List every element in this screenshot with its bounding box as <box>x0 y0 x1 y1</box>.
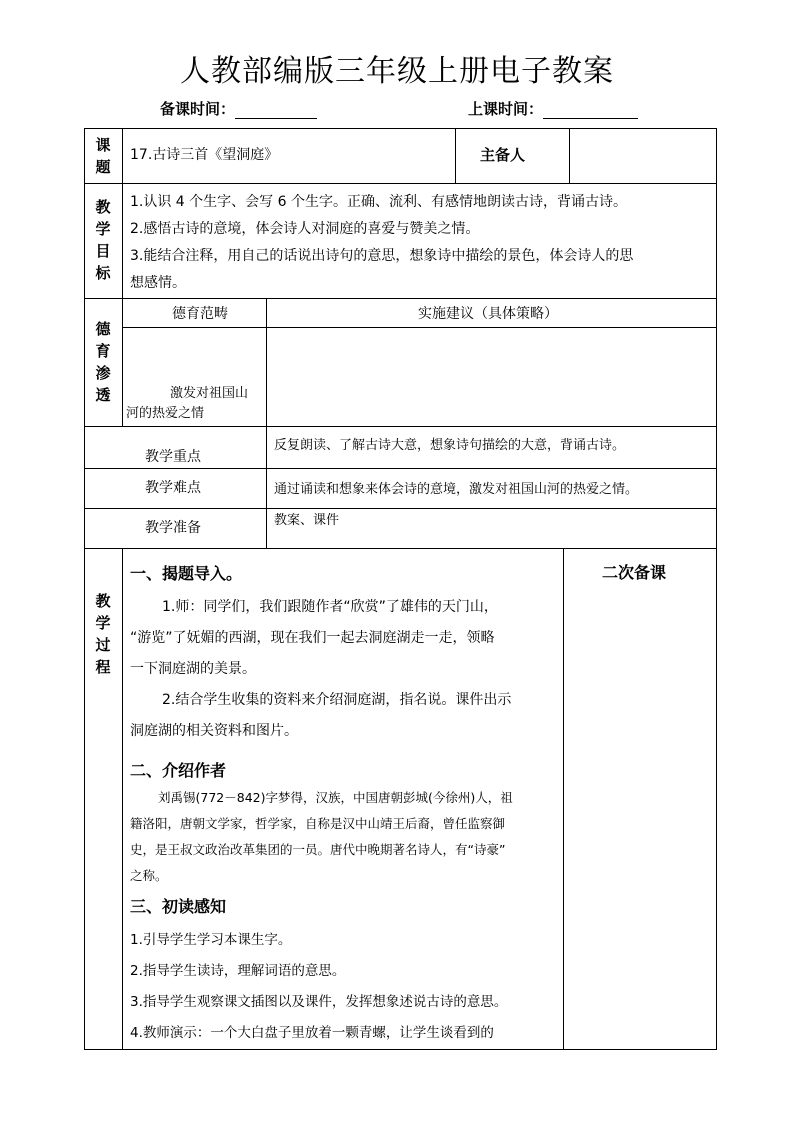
prepare-time-label: 备课时间： <box>160 100 236 118</box>
row-divider <box>84 508 717 509</box>
row-divider <box>84 548 717 549</box>
difficulty-content: 通过诵读和想象来体会诗的意境，激发对祖国山河的热爱之情。 <box>274 482 639 497</box>
difficulty-label: 教学难点 <box>145 480 201 496</box>
topic-title: 17.古诗三首《望洞庭》 <box>130 147 279 163</box>
col-divider <box>569 128 570 183</box>
goal-line: 想感情。 <box>130 275 186 291</box>
list-item: 4.教师演示：一个大白盘子里放着一颗青螺，让学生谈看到的 <box>130 1025 494 1041</box>
moral-content: 激发对祖国山 河的热爱之情 <box>126 386 249 421</box>
row-divider <box>84 298 717 299</box>
section-2-paragraph: 刘禹锡(772－842)字梦得，汉族，中国唐朝彭城(今徐州)人，祖 籍洛阳，唐朝文学家，哲学家，自称是汉中山靖王后裔，曾任监察御 史，是王叔文政治改革集团的一员。唐代中晚期著名诗人，有“诗豪” 之称。 <box>130 790 513 883</box>
section-1-paragraph-2: 2.结合学生收集的资料来介绍洞庭湖，指名说。课件出示 洞庭湖的相关资料和图片。 <box>130 692 512 739</box>
col-divider <box>563 548 564 1049</box>
list-item: 1.引导学生学习本课生字。 <box>130 932 292 948</box>
section-title-3: 三、初读感知 <box>130 897 227 916</box>
moral-strategy-field[interactable] <box>272 332 712 422</box>
preparer-label: 主备人 <box>480 146 526 164</box>
preparer-value[interactable] <box>575 135 711 177</box>
class-time-label: 上课时间： <box>468 100 544 118</box>
goal-line: 3.能结合注释，用自己的话说出诗句的意思，想象诗中描绘的景色，体会诗人的思 <box>130 248 634 264</box>
class-time-blank[interactable] <box>543 104 638 119</box>
second-prep-field[interactable] <box>569 590 711 1045</box>
row-divider <box>84 426 717 427</box>
goal-line: 2.感悟古诗的意境，体会诗人对洞庭的喜爱与赞美之情。 <box>130 221 480 237</box>
table-bottom-border <box>84 1049 717 1050</box>
moral-col1-header: 德育范畴 <box>172 306 228 322</box>
col-divider <box>266 298 267 548</box>
col-divider <box>122 298 123 426</box>
prepare-time-blank[interactable] <box>235 104 317 119</box>
goals-label: 教 学 目 标 <box>95 198 111 282</box>
moral-label: 德 育 渗 透 <box>95 320 111 404</box>
process-label: 教 学 过 程 <box>95 592 111 676</box>
moral-col2-header: 实施建议（具体策略） <box>418 306 558 322</box>
class-time <box>468 98 638 119</box>
key-points-label: 教学重点 <box>145 449 201 465</box>
second-prep-header: 二次备课 <box>602 563 667 582</box>
table-right-border <box>716 128 717 1050</box>
section-title-2: 二、介绍作者 <box>130 761 227 780</box>
row-divider <box>122 327 717 328</box>
preparation-label: 教学准备 <box>145 520 201 536</box>
section-3-list <box>130 925 562 1049</box>
section-1-paragraph-1: 1.师：同学们，我们跟随作者“欣赏”了雄伟的天门山， “游览”了妩媚的西湖，现在我们一起去洞庭湖走一走，领略 一下洞庭湖的美景。 <box>130 599 498 677</box>
col-divider <box>122 548 123 1049</box>
preparation-content: 教案、课件 <box>274 513 340 528</box>
prepare-time <box>160 98 317 119</box>
col-divider <box>122 128 123 298</box>
goal-line: 1.认识 4 个生字、会写 6 个生字。正确、流利、有感情地朗读古诗，背诵古诗。 <box>130 194 627 210</box>
col-divider <box>455 128 456 183</box>
goals-content <box>130 189 633 297</box>
topic-label: 课 题 <box>95 136 111 176</box>
table-top-border <box>84 128 717 129</box>
section-title-1: 一、揭题导入。 <box>130 564 243 583</box>
list-item: 2.指导学生读诗，理解词语的意思。 <box>130 963 346 979</box>
key-points-content: 反复朗读、了解古诗大意，想象诗句描绘的大意，背诵古诗。 <box>274 438 626 453</box>
list-item: 3.指导学生观察课文插图以及课件，发挥想象述说古诗的意思。 <box>130 994 508 1010</box>
document-title: 人教部编版三年级上册电子教案 <box>180 54 614 89</box>
row-divider <box>84 468 717 469</box>
row-divider <box>84 183 717 184</box>
